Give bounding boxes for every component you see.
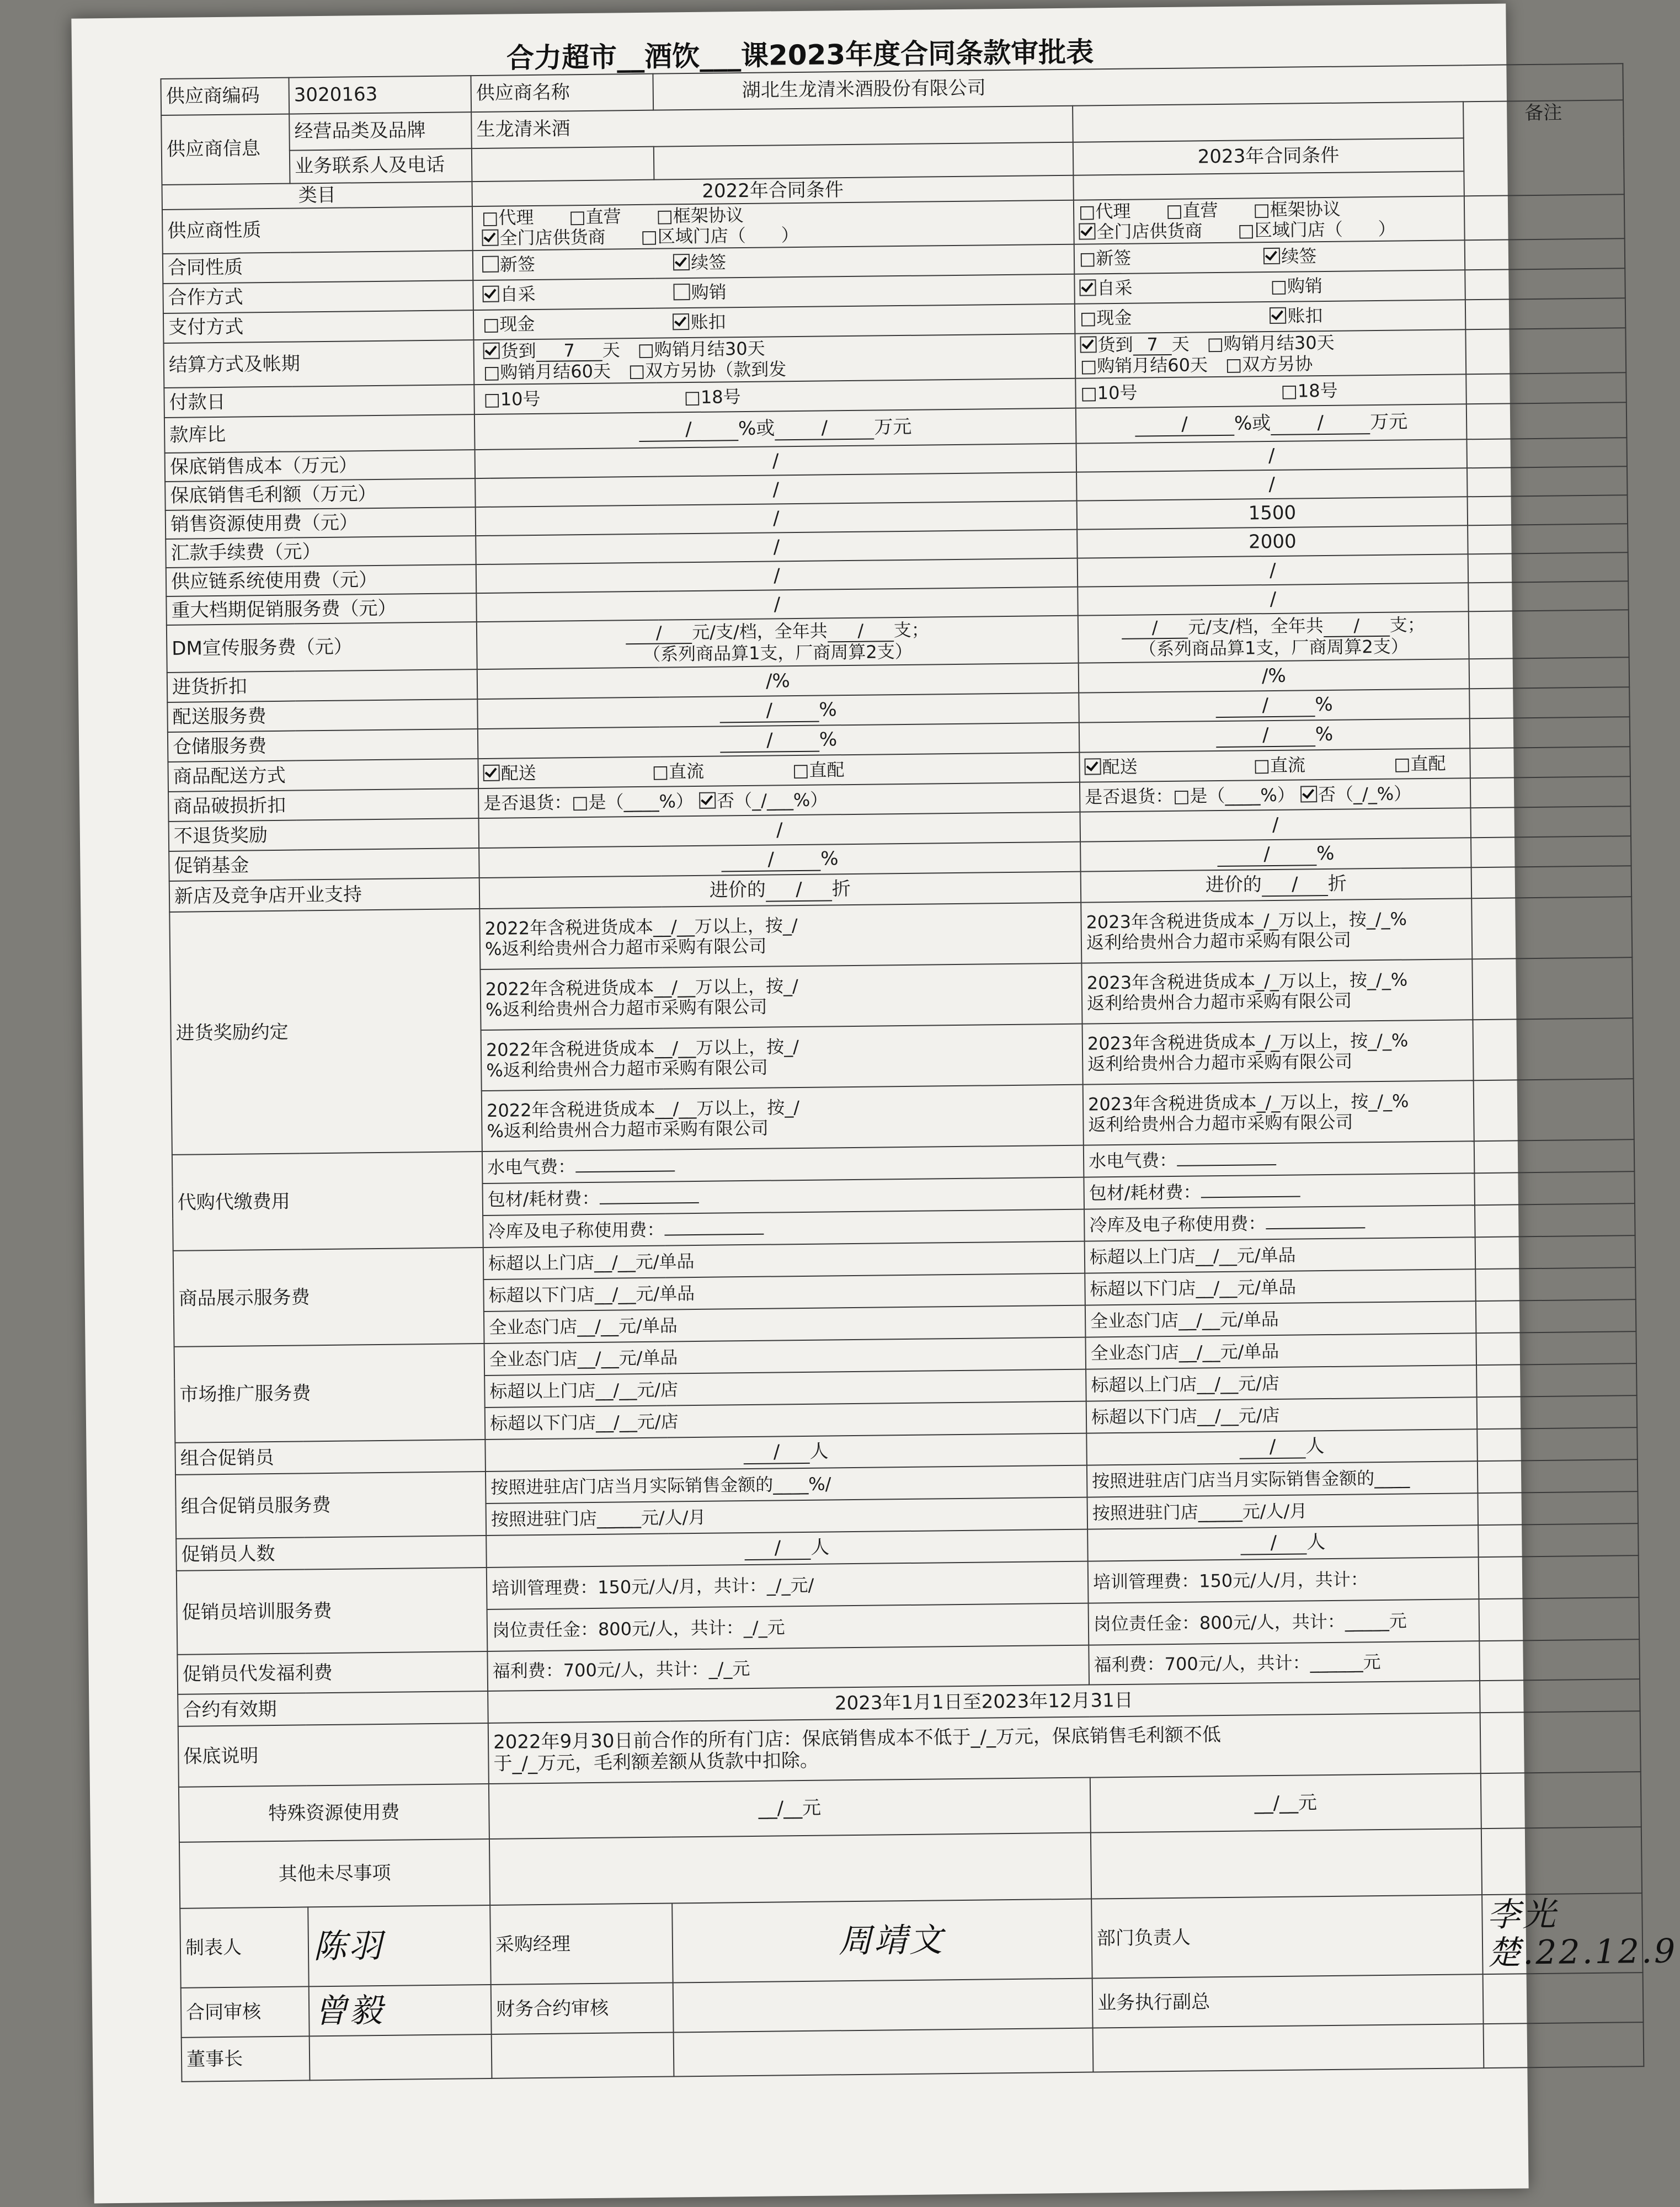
supplier-name-value: 湖北生龙清米酒股份有限公司 bbox=[653, 63, 1623, 110]
contract-review-signature: 曾毅 bbox=[309, 1985, 492, 2036]
rebate-2022-line2: %返利给贵州合力超市采购有限公司 bbox=[486, 1057, 768, 1081]
delivery-mode-2023-a: 配送 bbox=[1102, 756, 1138, 778]
no-return-2022: / bbox=[479, 812, 1081, 848]
settlement-2023-line2: □购销月结60天 □双方另协 bbox=[1080, 353, 1313, 377]
dm-2022-text-b: 支； bbox=[893, 619, 930, 641]
checkbox-checked-icon bbox=[1079, 280, 1096, 296]
checkbox-checked-icon bbox=[1270, 307, 1286, 324]
coop-2022-purchase: 购销 bbox=[691, 281, 727, 303]
nature-label: 供应商性质 bbox=[162, 206, 473, 253]
checkbox-checked-icon bbox=[1084, 758, 1101, 775]
guarantee-line2: 于_/_万元，毛利额差额从货款中扣除。 bbox=[493, 1749, 819, 1776]
min-margin-2023: / bbox=[1076, 468, 1468, 501]
header-2023: 2023年合同条件 bbox=[1073, 138, 1464, 175]
dm-2022-total: / bbox=[828, 621, 894, 643]
market-2022-b: 标超以上门店__/__元/店 bbox=[484, 1369, 1086, 1408]
training-2023-a: 培训管理费：150元/人/月，共计： bbox=[1088, 1557, 1479, 1603]
rebate-2023-line2: 返利给贵州合力超市采购有限公司 bbox=[1087, 1051, 1353, 1075]
remit-fee-2023: 2000 bbox=[1077, 526, 1468, 558]
promoter-count-label: 促销员人数 bbox=[176, 1536, 487, 1571]
payday-2022-10: □10号 bbox=[483, 388, 541, 410]
stock-ratio-2023-unit: 万元 bbox=[1370, 411, 1408, 433]
payment-2022-deduct: 账扣 bbox=[690, 311, 726, 333]
rebate-2023-line1: 2023年含税进货成本_/_万以上，按_/_% bbox=[1086, 908, 1407, 934]
dm-2023-per-issue: / bbox=[1122, 617, 1188, 639]
storage-fee-2022-unit: % bbox=[819, 728, 838, 751]
other-label: 其他未尽事项 bbox=[179, 1839, 490, 1909]
promoter-count-2022-unit: 人 bbox=[810, 1536, 830, 1559]
stock-ratio-2023-amount: / bbox=[1271, 412, 1370, 435]
dm-2022-note: （系列商品算1支，厂商周算2支） bbox=[642, 641, 913, 665]
payment-2022-cash: □现金 bbox=[482, 313, 535, 335]
display-label: 商品展示服务费 bbox=[173, 1248, 484, 1347]
min-cost-label: 保底销售成本（万元） bbox=[165, 450, 476, 482]
remit-fee-label: 汇款手续费（元） bbox=[166, 536, 476, 568]
contract-2022-new: 新签 bbox=[499, 254, 536, 275]
rebate-2022-line2: %返利给贵州合力超市采购有限公司 bbox=[484, 935, 767, 960]
category-value: 生龙清米酒 bbox=[471, 106, 1073, 148]
storage-fee-2023-unit: % bbox=[1315, 723, 1334, 745]
delivery-fee-2023: / bbox=[1215, 694, 1315, 718]
dm-2022-per-issue: / bbox=[626, 622, 692, 644]
contract-2023-renew: 续签 bbox=[1281, 246, 1317, 268]
welfare-2023: 福利费：700元/人，共计：______元 bbox=[1089, 1641, 1480, 1684]
proxy-label: 代购代缴费用 bbox=[172, 1152, 483, 1251]
stock-ratio-2022-amount: / bbox=[775, 417, 874, 440]
supplier-code-label: 供应商编码 bbox=[161, 78, 289, 115]
promo-fee-2022: / bbox=[476, 587, 1078, 622]
checkbox-icon bbox=[482, 256, 499, 273]
stock-ratio-2022-or: %或 bbox=[738, 417, 775, 440]
dm-2023-text-b: 支； bbox=[1389, 614, 1425, 636]
checkbox-checked-icon bbox=[483, 342, 500, 359]
new-store-2023-unit: 折 bbox=[1327, 872, 1347, 895]
market-2022-a: 全业态门店__/__元/单品 bbox=[484, 1337, 1086, 1376]
settlement-2022-days: 7 bbox=[536, 340, 602, 362]
validity-label: 合约有效期 bbox=[178, 1691, 488, 1726]
stock-ratio-label: 款库比 bbox=[164, 414, 475, 453]
proxy-2023-utility: 水电气费： bbox=[1088, 1149, 1177, 1172]
checkbox-checked-icon bbox=[1079, 223, 1095, 239]
new-store-label: 新店及竞争店开业支持 bbox=[169, 878, 480, 912]
delivery-mode-2023-c: □直配 bbox=[1394, 753, 1446, 775]
supplier-info-label: 供应商信息 bbox=[161, 114, 290, 185]
display-2022-a: 标超以上门店__/__元/单品 bbox=[483, 1241, 1085, 1280]
new-store-2022-value: / bbox=[766, 878, 832, 902]
category-header: 类目 bbox=[162, 182, 472, 210]
delivery-fee-2023-unit: % bbox=[1315, 693, 1333, 716]
nature-2023-line1: □代理 □直营 □框架协议 bbox=[1078, 198, 1341, 222]
checkbox-checked-icon bbox=[1080, 336, 1096, 353]
market-2023-c: 标超以下门店__/__元/店 bbox=[1086, 1397, 1478, 1433]
new-store-2023-pre: 进价的 bbox=[1205, 873, 1262, 897]
proxy-2023-material: 包材/耗材费： bbox=[1089, 1181, 1201, 1204]
rebate-2022-line1: 2022年含税进货成本__/__万以上，按_/ bbox=[486, 1036, 799, 1061]
settlement-2023-arrival: 货到 bbox=[1097, 334, 1133, 355]
market-2023-b: 标超以上门店__/__元/店 bbox=[1086, 1365, 1477, 1401]
display-2023-c: 全业态门店__/__元/单品 bbox=[1085, 1301, 1476, 1337]
delivery-fee-2022: / bbox=[719, 699, 819, 723]
delivery-mode-label: 商品配送方式 bbox=[168, 759, 478, 792]
group-fee-2023-b: 按照进驻门店_____元/人/月 bbox=[1087, 1493, 1479, 1529]
coop-label: 合作方式 bbox=[163, 280, 473, 313]
discount-2023: /% bbox=[1079, 659, 1470, 693]
coop-2023-self: 自采 bbox=[1097, 277, 1133, 299]
maker-signature: 陈羽 bbox=[308, 1905, 490, 1986]
promo-fund-label: 促销基金 bbox=[169, 848, 479, 881]
coop-2022-self: 自采 bbox=[500, 284, 536, 305]
promo-fund-2022: / bbox=[721, 848, 820, 872]
payday-2023-10: □10号 bbox=[1080, 382, 1138, 404]
payment-label: 支付方式 bbox=[163, 310, 474, 343]
promo-fund-2022-unit: % bbox=[820, 847, 839, 870]
discount-label: 进货折扣 bbox=[167, 669, 478, 702]
delivery-mode-2022-c: □直配 bbox=[792, 759, 845, 781]
finance-review-label: 财务合约审核 bbox=[491, 1983, 674, 2034]
promoter-count-2022: / bbox=[744, 1537, 810, 1560]
min-cost-2022: / bbox=[475, 444, 1076, 478]
group-fee-2022-a: 按照进驻店门店当月实际销售金额的____%/ bbox=[486, 1465, 1087, 1504]
dm-2023-total: / bbox=[1324, 615, 1390, 637]
promo-fund-2023: / bbox=[1217, 843, 1316, 867]
discount-2022: /% bbox=[477, 663, 1079, 699]
rebate-2023-line2: 返利给贵州合力超市采购有限公司 bbox=[1088, 1111, 1353, 1136]
market-2023-a: 全业态门店__/__元/单品 bbox=[1085, 1333, 1476, 1369]
category-label: 经营品类及品牌 bbox=[289, 112, 472, 150]
dm-2023-note: （系列商品算1支，厂商周算2支） bbox=[1138, 636, 1409, 660]
validity-value: 2023年1月1日至2023年12月31日 bbox=[488, 1681, 1480, 1723]
stock-ratio-2023-or: %或 bbox=[1234, 412, 1271, 435]
group-fee-label: 组合促销员服务费 bbox=[175, 1472, 486, 1539]
settlement-2023-days: 7 bbox=[1133, 334, 1171, 356]
promoter-count-2023: / bbox=[1240, 1532, 1306, 1555]
proxy-2023-cold: 冷库及电子称使用费： bbox=[1089, 1213, 1266, 1236]
training-label: 促销员培训服务费 bbox=[177, 1568, 488, 1655]
dm-2023-text-a: 元/支/档，全年共 bbox=[1188, 615, 1324, 638]
resource-fee-2023: 1500 bbox=[1077, 497, 1468, 530]
new-store-2023-value: / bbox=[1262, 873, 1328, 897]
settlement-2022-line1-rest: 天 □购销月结30天 bbox=[602, 338, 765, 361]
stock-ratio-2023-pct: / bbox=[1135, 413, 1234, 436]
payment-2023-cash: □现金 bbox=[1079, 307, 1132, 329]
checkbox-checked-icon bbox=[673, 313, 689, 330]
group-fee-2022-b: 按照进驻门店_____元/人/月 bbox=[486, 1497, 1088, 1536]
stock-ratio-2022-pct: / bbox=[639, 418, 738, 442]
checkbox-checked-icon bbox=[699, 792, 716, 808]
rebate-2022-line1: 2022年含税进货成本__/__万以上，按_/ bbox=[485, 975, 798, 1000]
delivery-mode-2022-b: □直流 bbox=[652, 760, 705, 782]
contract-review-label: 合同审核 bbox=[181, 1987, 310, 2038]
delivery-fee-2022-unit: % bbox=[819, 698, 837, 721]
training-2022-b: 岗位责任金：800元/人，共计：_/_元 bbox=[487, 1603, 1089, 1651]
promoter-count-2023-unit: 人 bbox=[1306, 1531, 1326, 1554]
scm-fee-2022: / bbox=[476, 558, 1078, 593]
remit-fee-2022: / bbox=[476, 530, 1077, 564]
header-2022: 2022年合同条件 bbox=[472, 175, 1073, 207]
proxy-2022-material: 包材/耗材费： bbox=[487, 1187, 600, 1210]
checkbox-checked-icon bbox=[483, 765, 500, 781]
payday-label: 付款日 bbox=[164, 385, 474, 418]
special-label: 特殊资源使用费 bbox=[179, 1784, 489, 1842]
rebate-2023-line2: 返利给贵州合力超市采购有限公司 bbox=[1086, 990, 1352, 1014]
display-2022-c: 全业态门店__/__元/单品 bbox=[484, 1305, 1086, 1344]
delivery-mode-2023-b: □直流 bbox=[1253, 754, 1306, 776]
min-margin-label: 保底销售毛利额（万元） bbox=[165, 478, 476, 510]
rebate-2022-line1: 2022年含税进货成本__/__万以上，按_/ bbox=[486, 1097, 800, 1122]
new-store-2022-pre: 进价的 bbox=[709, 878, 766, 902]
group-fee-2023-a: 按照进驻店门店当月实际销售金额的____ bbox=[1087, 1461, 1478, 1497]
approval-form-paper bbox=[71, 3, 1678, 2203]
checkbox-icon bbox=[674, 284, 690, 300]
settlement-label: 结算方式及帐期 bbox=[164, 340, 474, 388]
resource-fee-label: 销售资源使用费（元） bbox=[166, 507, 476, 539]
coop-2023-purchase: □购销 bbox=[1270, 275, 1323, 297]
display-2023-a: 标超以上门店__/__元/单品 bbox=[1085, 1237, 1476, 1273]
welfare-2022: 福利费：700元/人，共计：_/_元 bbox=[487, 1645, 1089, 1691]
maker-label: 制表人 bbox=[180, 1907, 308, 1988]
promo-fee-label: 重大档期促销服务费（元） bbox=[166, 593, 477, 625]
contact-label: 业务联系人及电话 bbox=[290, 148, 472, 183]
approval-form-table bbox=[160, 63, 1678, 2082]
rebate-2023-line1: 2023年含税进货成本_/_万以上，按_/_% bbox=[1087, 1090, 1409, 1116]
chairman-label: 董事长 bbox=[182, 2037, 310, 2082]
remarks-header: 备注 bbox=[1463, 100, 1624, 196]
contract-2022-renew: 续签 bbox=[691, 252, 727, 274]
dept-head-label: 部门负责人 bbox=[1091, 1895, 1482, 1978]
nature-2022-line1: □代理 □直营 □框架协议 bbox=[481, 205, 744, 229]
group-promoter-2022-unit: 人 bbox=[809, 1440, 829, 1463]
group-promoter-label: 组合促销员 bbox=[175, 1440, 486, 1475]
supplier-name-label: 供应商名称 bbox=[471, 74, 653, 112]
min-cost-2023: / bbox=[1076, 440, 1468, 472]
training-2022-a: 培训管理费：150元/人/月，共计：_/_元/ bbox=[487, 1561, 1089, 1609]
rebate-2022-line1: 2022年含税进货成本__/__万以上，按_/ bbox=[484, 915, 798, 940]
scm-fee-2023: / bbox=[1078, 555, 1469, 587]
dept-head-signature: 李光楚.22.12.9 bbox=[1482, 1893, 1642, 1974]
rebate-2022-line2: %返利给贵州合力超市采购有限公司 bbox=[485, 996, 767, 1021]
rebate-2022-line2: %返利给贵州合力超市采购有限公司 bbox=[487, 1117, 769, 1142]
checkbox-checked-icon bbox=[1263, 248, 1280, 264]
dm-label: DM宣传服务费（元） bbox=[167, 622, 477, 673]
training-2023-b: 岗位责任金：800元/人，共计：_____元 bbox=[1089, 1599, 1480, 1645]
special-2022: __/__元 bbox=[489, 1778, 1091, 1839]
contract-nature-label: 合同性质 bbox=[163, 250, 473, 284]
delivery-fee-label: 配送服务费 bbox=[167, 699, 478, 732]
no-return-label: 不退货奖励 bbox=[169, 818, 479, 851]
rebate-2023-line1: 2023年含税进货成本_/_万以上，按_/_% bbox=[1087, 1030, 1409, 1055]
damage-2023: 是否退货：□是（____%） bbox=[1085, 784, 1295, 808]
settlement-2022-line2: □购销月结60天 □双方另协（款到发 bbox=[483, 359, 787, 383]
promo-fund-2023-unit: % bbox=[1316, 842, 1335, 865]
group-promoter-2022: / bbox=[743, 1441, 809, 1464]
settlement-2022-arrival: 货到 bbox=[500, 340, 536, 362]
row-sign-1 bbox=[180, 1893, 1642, 1988]
min-margin-2022: / bbox=[475, 472, 1076, 507]
storage-fee-2022: / bbox=[720, 729, 819, 753]
display-2023-b: 标超以下门店__/__元/单品 bbox=[1085, 1269, 1476, 1305]
proxy-2022-utility: 水电气费： bbox=[487, 1156, 576, 1178]
rebate-2023-line2: 返利给贵州合力超市采购有限公司 bbox=[1086, 929, 1352, 953]
market-2022-c: 标超以下门店__/__元/店 bbox=[485, 1401, 1087, 1440]
rebate-2023-line1: 2023年含税进货成本_/_万以上，按_/_% bbox=[1086, 969, 1408, 994]
damage-2022: 是否退货：□是（____%） bbox=[483, 790, 694, 814]
rebate-label: 进货奖励约定 bbox=[169, 909, 482, 1155]
new-store-2022-unit: 折 bbox=[831, 877, 851, 900]
checkbox-checked-icon bbox=[482, 286, 499, 302]
special-2023: __/__元 bbox=[1090, 1773, 1481, 1832]
checkbox-checked-icon bbox=[1300, 786, 1317, 802]
purchase-manager-signature: 周靖文 bbox=[672, 1899, 1092, 1983]
contract-2023-new: □新签 bbox=[1079, 247, 1132, 269]
welfare-label: 促销员代发福利费 bbox=[177, 1651, 488, 1694]
stock-ratio-2022-unit: 万元 bbox=[874, 415, 912, 439]
resource-fee-2022: / bbox=[476, 501, 1077, 536]
form-title: 合力超市__酒饮___课2023年度合同条款审批表 bbox=[506, 36, 1094, 74]
delivery-mode-2022-a: 配送 bbox=[500, 762, 536, 784]
purchase-manager-label: 采购经理 bbox=[490, 1904, 673, 1985]
supplier-code-value: 3020163 bbox=[289, 76, 471, 114]
settlement-2023-line1-rest: 天 □购销月结30天 bbox=[1171, 332, 1335, 355]
storage-fee-label: 仓储服务费 bbox=[168, 729, 478, 762]
nature-2023-line2: 全门店供货商 □区域门店（ ） bbox=[1096, 218, 1396, 243]
group-promoter-2023-unit: 人 bbox=[1305, 1435, 1325, 1458]
guarantee-label: 保底说明 bbox=[178, 1723, 489, 1787]
dm-2022-text-a: 元/支/档，全年共 bbox=[692, 620, 828, 643]
guarantee-line1: 2022年9月30日前合作的所有门店：保底销售成本不低于_/_万元，保底销售毛利额不低 bbox=[493, 1724, 1222, 1754]
executive-vp-label: 业务执行副总 bbox=[1092, 1974, 1484, 2028]
scm-fee-label: 供应链系统使用费（元） bbox=[166, 564, 477, 596]
no-return-2023: / bbox=[1080, 808, 1471, 842]
proxy-2022-cold: 冷库及电子称使用费： bbox=[488, 1219, 665, 1242]
group-promoter-2023: / bbox=[1239, 1436, 1305, 1459]
damage-2023-no: 否（_/_%） bbox=[1318, 783, 1412, 806]
checkbox-checked-icon bbox=[673, 254, 690, 270]
payday-2022-18: □18号 bbox=[684, 386, 741, 408]
promo-fee-2023: / bbox=[1078, 583, 1469, 616]
storage-fee-2023: / bbox=[1216, 724, 1315, 748]
damage-2022-no: 否（_/___%） bbox=[716, 789, 828, 812]
payment-2023-deduct: 账扣 bbox=[1287, 305, 1323, 327]
checkbox-checked-icon bbox=[482, 230, 498, 246]
nature-2022-line2: 全门店供货商 □区域门店（ ） bbox=[499, 224, 799, 249]
payday-2023-18: □18号 bbox=[1281, 380, 1338, 402]
market-label: 市场推广服务费 bbox=[174, 1344, 486, 1443]
display-2022-b: 标超以下门店__/__元/单品 bbox=[483, 1273, 1085, 1312]
damage-label: 商品破损折扣 bbox=[168, 788, 479, 822]
